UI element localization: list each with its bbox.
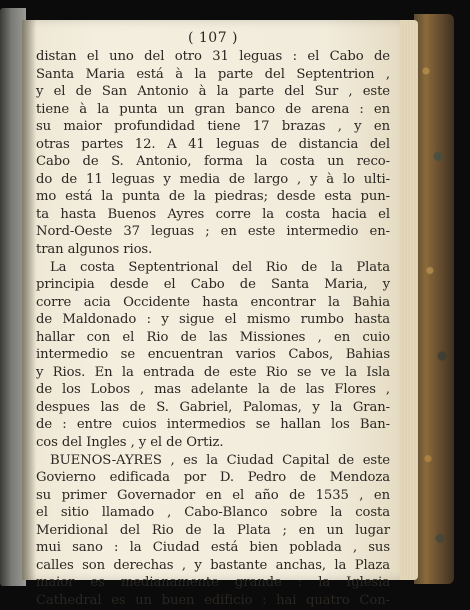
text-line: mui sano : la Ciudad está bien poblada , sus bbox=[36, 540, 390, 556]
text-line: Cabo de S. Antonio, forma la costa un reco- bbox=[36, 154, 390, 170]
text-line: hallar con el Rio de las Missiones , en cuio bbox=[36, 329, 390, 345]
text-line: cos del Ingles , y el de Ortiz. bbox=[36, 435, 224, 451]
text-line: tran algunos rios. bbox=[36, 242, 153, 258]
text-line: de los Lobos , mas adelante la de las Flores , bbox=[36, 382, 390, 398]
text-line: de Maldonado : y sigue el mismo rumbo hasta bbox=[36, 312, 390, 328]
text-line: tiene à la punta un gran banco de arena : en bbox=[36, 101, 390, 117]
text-line: y el de San Antonio à la parte del Sur , este bbox=[36, 84, 390, 100]
text-line: Santa Maria está à la parte del Septentrion , bbox=[36, 66, 390, 82]
page-number: ( 107 ) bbox=[187, 30, 239, 46]
text-line: BUENOS-AYRES , es la Ciudad Capital de este bbox=[50, 452, 390, 468]
text-line: despues las de S. Gabriel, Palomas, y la Gran- bbox=[36, 399, 390, 415]
text-line: Nord-Oeste 37 leguas ; en este intermedio en- bbox=[36, 224, 390, 240]
text-line: Govierno edificada por D. Pedro de Mendoza bbox=[36, 470, 390, 486]
text-line: el sitio llamado , Cabo-Blanco sobre la costa bbox=[36, 505, 390, 521]
text-line: Cathedral es un buen edificio : hai quatro Con- bbox=[36, 592, 390, 608]
text-line: distan el uno del otro 31 leguas : el Cabo de bbox=[36, 49, 390, 64]
text-line: principia desde el Cabo de Santa Maria, y bbox=[36, 277, 390, 293]
body-text bbox=[36, 48, 390, 610]
page-text bbox=[36, 30, 390, 610]
text-line: intermedio se encuentran varios Cabos, Bahias bbox=[36, 347, 390, 363]
text-line: maior es medianamente grande : la Iglesia bbox=[36, 575, 390, 591]
text-line: La costa Septentrional del Rio de la Plata bbox=[50, 259, 390, 275]
gutter-shadow bbox=[22, 20, 36, 580]
marbled-edge bbox=[414, 14, 454, 584]
text-line: calles son derechas , y bastante anchas, la Plaza bbox=[36, 557, 390, 573]
book-cover-right bbox=[414, 14, 454, 584]
text-line: de : entre cuios intermedios se hallan los Ban- bbox=[36, 417, 390, 433]
text-line: ta hasta Buenos Ayres corre la costa hacia el bbox=[36, 206, 390, 222]
text-line: su maior profundidad tiene 17 brazas , y en bbox=[36, 119, 390, 135]
text-line: otras partes 12. A 41 leguas de distancia del bbox=[36, 136, 390, 152]
text-line: corre acia Occidente hasta encontrar la Bahia bbox=[36, 294, 390, 310]
text-line: Meridional del Rio de la Plata ; en un lugar bbox=[36, 522, 390, 538]
text-line: mo está la punta de la piedras; desde esta pun- bbox=[36, 189, 390, 205]
text-line: do de 11 leguas y media de largo , y à lo ulti- bbox=[36, 171, 390, 187]
text-line: su primer Governador en el año de 1535 , en bbox=[36, 487, 390, 503]
text-line: y Rios. En la entrada de este Rio se ve la Isla bbox=[36, 364, 390, 380]
